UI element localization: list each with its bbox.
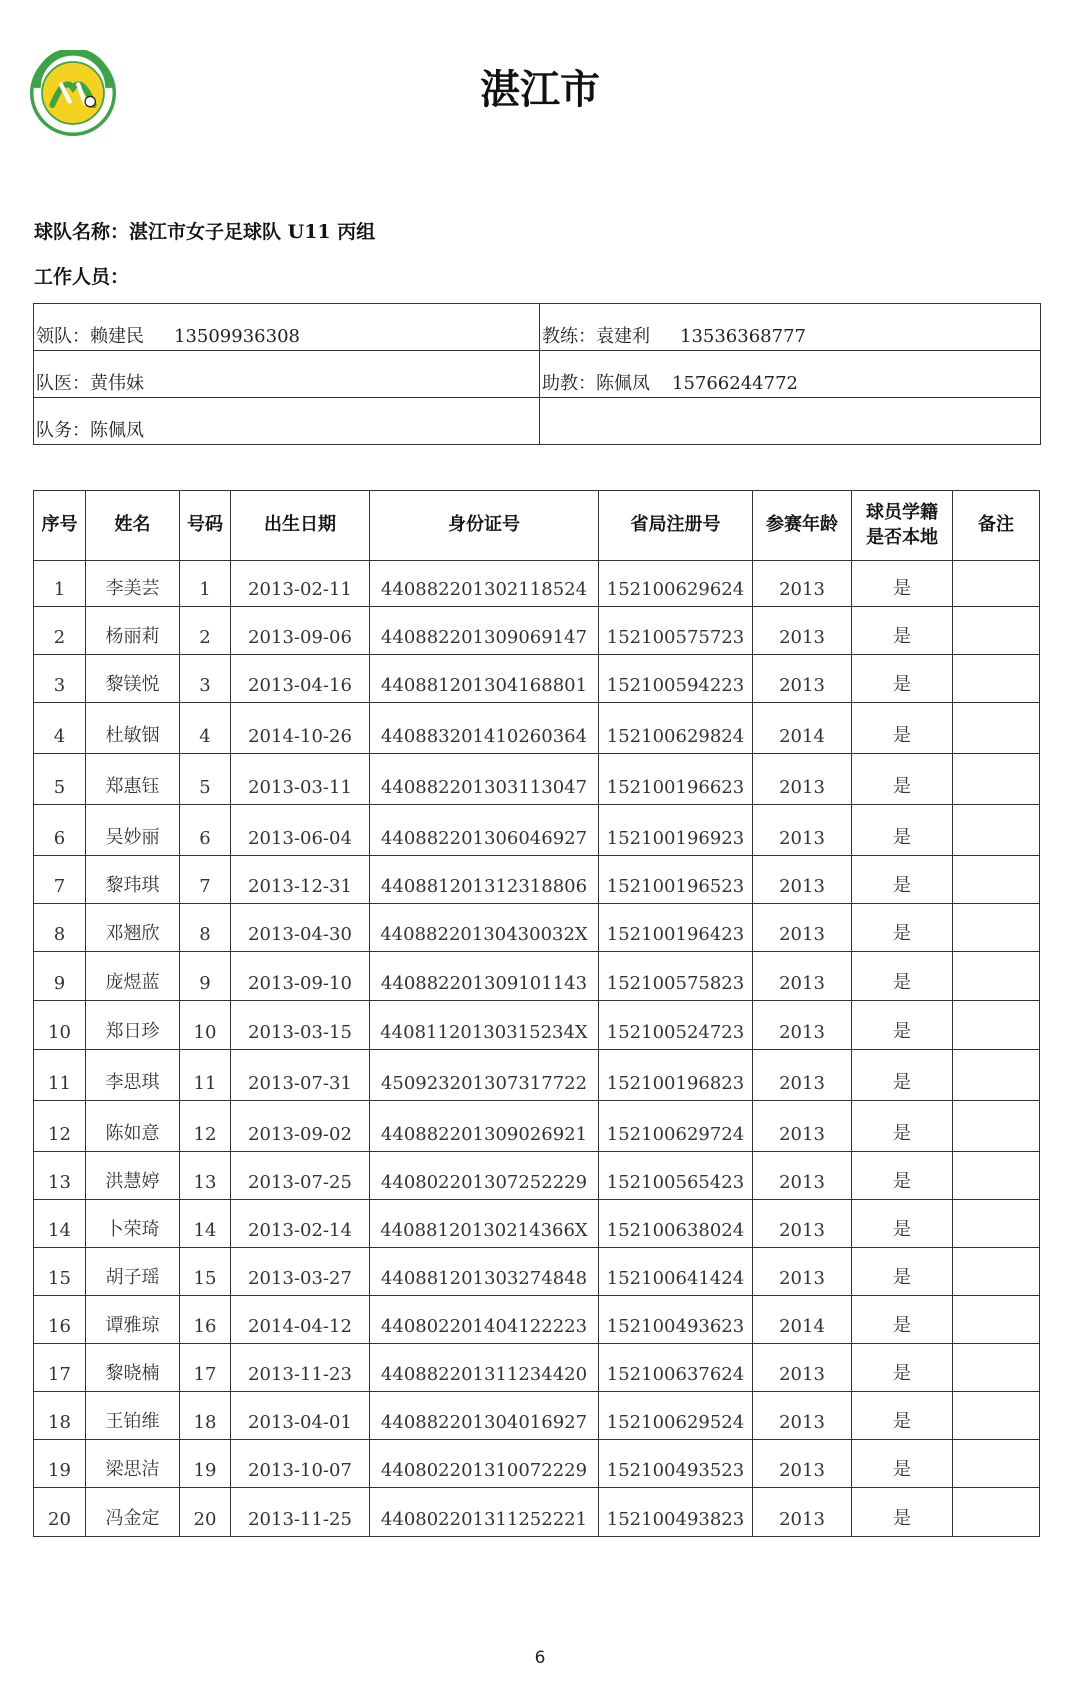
cell-local: 是: [852, 1001, 953, 1050]
table-row: [34, 561, 1040, 607]
cell-age: 2013: [753, 607, 852, 655]
cell-seq: 13: [34, 1152, 86, 1200]
cell-registration: 152100196623: [599, 754, 753, 805]
cell-age: 2013: [753, 1200, 852, 1248]
team-name-value: 湛江市女子足球队 U11 丙组: [129, 221, 376, 243]
cell-note: [953, 856, 1040, 904]
col-header-name: 姓名: [86, 491, 180, 561]
cell-id: 440882201303113047: [370, 754, 599, 805]
table-row: [34, 1050, 1040, 1101]
cell-registration: 152100196423: [599, 904, 753, 952]
cell-name: 谭雅琼: [86, 1296, 180, 1344]
cell-note: [953, 754, 1040, 805]
cell-note: [953, 655, 1040, 703]
cell-seq: 6: [34, 805, 86, 856]
table-row: [34, 1248, 1040, 1296]
coach-phone: 13536368777: [680, 326, 806, 347]
cell-registration: 152100629524: [599, 1392, 753, 1440]
cell-dob: 2013-03-27: [231, 1248, 370, 1296]
cell-name: 黎晓楠: [86, 1344, 180, 1392]
doctor-label: 队医：: [36, 373, 90, 394]
col-header-registration: 省局注册号: [599, 491, 753, 561]
cell-name: 庞煜蓝: [86, 952, 180, 1001]
cell-dob: 2013-10-07: [231, 1440, 370, 1488]
assistant-label: 助教：: [542, 373, 596, 394]
cell-age: 2014: [753, 1296, 852, 1344]
cell-registration: 152100524723: [599, 1001, 753, 1050]
cell-local: 是: [852, 1344, 953, 1392]
staff-cell-empty: [540, 398, 1041, 445]
col-header-local-line2: 是否本地: [866, 526, 938, 548]
cell-seq: 18: [34, 1392, 86, 1440]
cell-age: 2013: [753, 1344, 852, 1392]
coach-name: 袁建利: [596, 326, 650, 347]
cell-local: 是: [852, 607, 953, 655]
col-header-local: [852, 491, 953, 561]
assistant-phone: 15766244772: [672, 373, 798, 394]
table-row: [34, 1488, 1040, 1537]
cell-number: 14: [180, 1200, 231, 1248]
cell-seq: 17: [34, 1344, 86, 1392]
table-row: [34, 655, 1040, 703]
cell-registration: 152100641424: [599, 1248, 753, 1296]
cell-age: 2013: [753, 1152, 852, 1200]
leader-name: 赖建民: [90, 326, 144, 347]
cell-id: 440881201312318806: [370, 856, 599, 904]
cell-registration: 152100575823: [599, 952, 753, 1001]
cell-note: [953, 1392, 1040, 1440]
cell-dob: 2013-04-01: [231, 1392, 370, 1440]
cell-age: 2013: [753, 655, 852, 703]
cell-note: [953, 703, 1040, 754]
cell-seq: 20: [34, 1488, 86, 1537]
cell-id: 440802201404122223: [370, 1296, 599, 1344]
cell-dob: 2014-10-26: [231, 703, 370, 754]
cell-local: 是: [852, 1200, 953, 1248]
cell-age: 2013: [753, 1248, 852, 1296]
cell-name: 梁思洁: [86, 1440, 180, 1488]
cell-seq: 11: [34, 1050, 86, 1101]
col-header-note: 备注: [953, 491, 1040, 561]
table-row: [34, 1001, 1040, 1050]
cell-seq: 16: [34, 1296, 86, 1344]
cell-seq: 4: [34, 703, 86, 754]
cell-registration: 152100493623: [599, 1296, 753, 1344]
cell-id: 440883201410260364: [370, 703, 599, 754]
cell-age: 2013: [753, 1392, 852, 1440]
cell-local: 是: [852, 1152, 953, 1200]
cell-dob: 2013-07-31: [231, 1050, 370, 1101]
cell-age: 2013: [753, 904, 852, 952]
cell-note: [953, 1488, 1040, 1537]
cell-note: [953, 561, 1040, 607]
cell-local: 是: [852, 1050, 953, 1101]
cell-seq: 10: [34, 1001, 86, 1050]
cell-local: 是: [852, 1296, 953, 1344]
cell-age: 2013: [753, 952, 852, 1001]
cell-age: 2013: [753, 1440, 852, 1488]
cell-registration: 152100196923: [599, 805, 753, 856]
table-row: [34, 1101, 1040, 1152]
team-name-label: 球队名称：: [34, 221, 130, 243]
table-row: [34, 1440, 1040, 1488]
cell-id: 440882201306046927: [370, 805, 599, 856]
table-row: [34, 1344, 1040, 1392]
cell-note: [953, 1440, 1040, 1488]
cell-number: 18: [180, 1392, 231, 1440]
cell-dob: 2013-09-02: [231, 1101, 370, 1152]
cell-seq: 3: [34, 655, 86, 703]
cell-seq: 12: [34, 1101, 86, 1152]
staff-cell-manager: [34, 398, 540, 445]
cell-age: 2013: [753, 1050, 852, 1101]
cell-seq: 1: [34, 561, 86, 607]
roster-body: [34, 561, 1040, 1537]
cell-number: 5: [180, 754, 231, 805]
cell-note: [953, 904, 1040, 952]
staff-heading: 工作人员：: [34, 266, 130, 288]
cell-name: 杜敏铟: [86, 703, 180, 754]
cell-name: 郑日珍: [86, 1001, 180, 1050]
cell-age: 2013: [753, 561, 852, 607]
cell-dob: 2013-07-25: [231, 1152, 370, 1200]
cell-number: 11: [180, 1050, 231, 1101]
cell-registration: 152100493523: [599, 1440, 753, 1488]
cell-dob: 2013-06-04: [231, 805, 370, 856]
cell-number: 6: [180, 805, 231, 856]
staff-cell-coach: [540, 304, 1041, 351]
cell-id: 440802201307252229: [370, 1152, 599, 1200]
col-header-local-line1: 球员学籍: [866, 502, 938, 524]
cell-name: 王铂维: [86, 1392, 180, 1440]
staff-cell-assistant: [540, 351, 1041, 398]
cell-local: 是: [852, 703, 953, 754]
manager-name: 陈佩凤: [90, 420, 144, 441]
table-row: [34, 952, 1040, 1001]
cell-registration: 152100565423: [599, 1152, 753, 1200]
staff-row: [34, 304, 1041, 351]
cell-note: [953, 607, 1040, 655]
cell-age: 2013: [753, 1101, 852, 1152]
table-row: [34, 1152, 1040, 1200]
page-title: 湛江市: [480, 67, 600, 113]
cell-id: 44088120130214366X: [370, 1200, 599, 1248]
cell-id: 440882201309069147: [370, 607, 599, 655]
cell-age: 2013: [753, 805, 852, 856]
cell-registration: 152100629724: [599, 1101, 753, 1152]
table-row: [34, 754, 1040, 805]
cell-seq: 7: [34, 856, 86, 904]
cell-registration: 152100638024: [599, 1200, 753, 1248]
cell-registration: 152100575723: [599, 607, 753, 655]
coach-label: 教练：: [542, 326, 596, 347]
staff-table: [33, 303, 1041, 445]
cell-note: [953, 952, 1040, 1001]
cell-name: 黎镁悦: [86, 655, 180, 703]
table-row: [34, 904, 1040, 952]
cell-seq: 9: [34, 952, 86, 1001]
cell-number: 15: [180, 1248, 231, 1296]
cell-age: 2013: [753, 1001, 852, 1050]
cell-id: 440882201304016927: [370, 1392, 599, 1440]
cell-id: 440802201310072229: [370, 1440, 599, 1488]
cell-dob: 2013-12-31: [231, 856, 370, 904]
staff-row: [34, 398, 1041, 445]
table-row: [34, 703, 1040, 754]
cell-name: 胡子瑶: [86, 1248, 180, 1296]
cell-local: 是: [852, 655, 953, 703]
cell-seq: 19: [34, 1440, 86, 1488]
table-row: [34, 1296, 1040, 1344]
cell-registration: 152100637624: [599, 1344, 753, 1392]
cell-id: 440882201302118524: [370, 561, 599, 607]
cell-note: [953, 1296, 1040, 1344]
cell-id: 440802201311252221: [370, 1488, 599, 1537]
table-row: [34, 1392, 1040, 1440]
col-header-id: 身份证号: [370, 491, 599, 561]
cell-dob: 2013-04-16: [231, 655, 370, 703]
cell-number: 7: [180, 856, 231, 904]
cell-id: 450923201307317722: [370, 1050, 599, 1101]
cell-seq: 15: [34, 1248, 86, 1296]
cell-registration: 152100629624: [599, 561, 753, 607]
roster-table: [33, 490, 1040, 1537]
assistant-name: 陈佩凤: [596, 373, 650, 394]
col-header-number: 号码: [180, 491, 231, 561]
cell-name: 陈如意: [86, 1101, 180, 1152]
cell-note: [953, 1200, 1040, 1248]
cell-number: 4: [180, 703, 231, 754]
cell-number: 3: [180, 655, 231, 703]
cell-name: 郑惠钰: [86, 754, 180, 805]
cell-note: [953, 805, 1040, 856]
cell-local: 是: [852, 1101, 953, 1152]
cell-age: 2013: [753, 754, 852, 805]
cell-number: 2: [180, 607, 231, 655]
cell-name: 黎玮琪: [86, 856, 180, 904]
cell-id: 440881201304168801: [370, 655, 599, 703]
cell-dob: 2013-03-11: [231, 754, 370, 805]
cell-number: 1: [180, 561, 231, 607]
cell-dob: 2013-11-25: [231, 1488, 370, 1537]
cell-name: 卜荣琦: [86, 1200, 180, 1248]
cell-name: 李美芸: [86, 561, 180, 607]
col-header-age: 参赛年龄: [753, 491, 852, 561]
cell-seq: 14: [34, 1200, 86, 1248]
cell-age: 2013: [753, 1488, 852, 1537]
cell-local: 是: [852, 904, 953, 952]
cell-id: 44088220130430032X: [370, 904, 599, 952]
cell-number: 19: [180, 1440, 231, 1488]
cell-dob: 2013-04-30: [231, 904, 370, 952]
cell-local: 是: [852, 561, 953, 607]
cell-note: [953, 1001, 1040, 1050]
cell-age: 2013: [753, 856, 852, 904]
cell-number: 13: [180, 1152, 231, 1200]
cell-registration: 152100629824: [599, 703, 753, 754]
cell-local: 是: [852, 952, 953, 1001]
cell-local: 是: [852, 805, 953, 856]
cell-id: 44081120130315234X: [370, 1001, 599, 1050]
cell-name: 吴妙丽: [86, 805, 180, 856]
cell-local: 是: [852, 754, 953, 805]
cell-number: 9: [180, 952, 231, 1001]
cell-number: 8: [180, 904, 231, 952]
cell-number: 17: [180, 1344, 231, 1392]
cell-id: 440882201309026921: [370, 1101, 599, 1152]
cell-seq: 2: [34, 607, 86, 655]
table-row: [34, 856, 1040, 904]
cell-note: [953, 1152, 1040, 1200]
staff-cell-doctor: [34, 351, 540, 398]
cell-id: 440881201303274848: [370, 1248, 599, 1296]
cell-note: [953, 1050, 1040, 1101]
staff-cell-leader: [34, 304, 540, 351]
cell-age: 2014: [753, 703, 852, 754]
cell-name: 杨丽莉: [86, 607, 180, 655]
cell-local: 是: [852, 856, 953, 904]
leader-phone: 13509936308: [174, 326, 300, 347]
cell-dob: 2013-09-10: [231, 952, 370, 1001]
cell-note: [953, 1344, 1040, 1392]
roster-header-row: [34, 491, 1040, 561]
cell-dob: 2013-09-06: [231, 607, 370, 655]
cell-registration: 152100196823: [599, 1050, 753, 1101]
cell-number: 12: [180, 1101, 231, 1152]
cell-dob: 2013-03-15: [231, 1001, 370, 1050]
col-header-dob: 出生日期: [231, 491, 370, 561]
table-row: [34, 1200, 1040, 1248]
team-name-line: [34, 217, 375, 244]
manager-label: 队务：: [36, 420, 90, 441]
cell-id: 440882201311234420: [370, 1344, 599, 1392]
col-header-seq: 序号: [34, 491, 86, 561]
cell-dob: 2013-02-14: [231, 1200, 370, 1248]
doctor-name: 黄伟妹: [90, 373, 144, 394]
cell-name: 洪慧婷: [86, 1152, 180, 1200]
cell-id: 440882201309101143: [370, 952, 599, 1001]
cell-number: 10: [180, 1001, 231, 1050]
cell-dob: 2014-04-12: [231, 1296, 370, 1344]
page-number: 6: [534, 1648, 546, 1668]
cell-number: 16: [180, 1296, 231, 1344]
cell-dob: 2013-11-23: [231, 1344, 370, 1392]
cell-seq: 8: [34, 904, 86, 952]
cell-registration: 152100196523: [599, 856, 753, 904]
cell-local: 是: [852, 1248, 953, 1296]
cell-dob: 2013-02-11: [231, 561, 370, 607]
cell-registration: 152100594223: [599, 655, 753, 703]
cell-seq: 5: [34, 754, 86, 805]
cell-local: 是: [852, 1440, 953, 1488]
cell-name: 冯金定: [86, 1488, 180, 1537]
table-row: [34, 805, 1040, 856]
cell-note: [953, 1101, 1040, 1152]
leader-label: 领队：: [36, 326, 90, 347]
cell-name: 邓翘欣: [86, 904, 180, 952]
cell-note: [953, 1248, 1040, 1296]
cell-name: 李思琪: [86, 1050, 180, 1101]
staff-row: [34, 351, 1041, 398]
cell-local: 是: [852, 1488, 953, 1537]
table-row: [34, 607, 1040, 655]
cell-registration: 152100493823: [599, 1488, 753, 1537]
cell-number: 20: [180, 1488, 231, 1537]
cell-local: 是: [852, 1392, 953, 1440]
